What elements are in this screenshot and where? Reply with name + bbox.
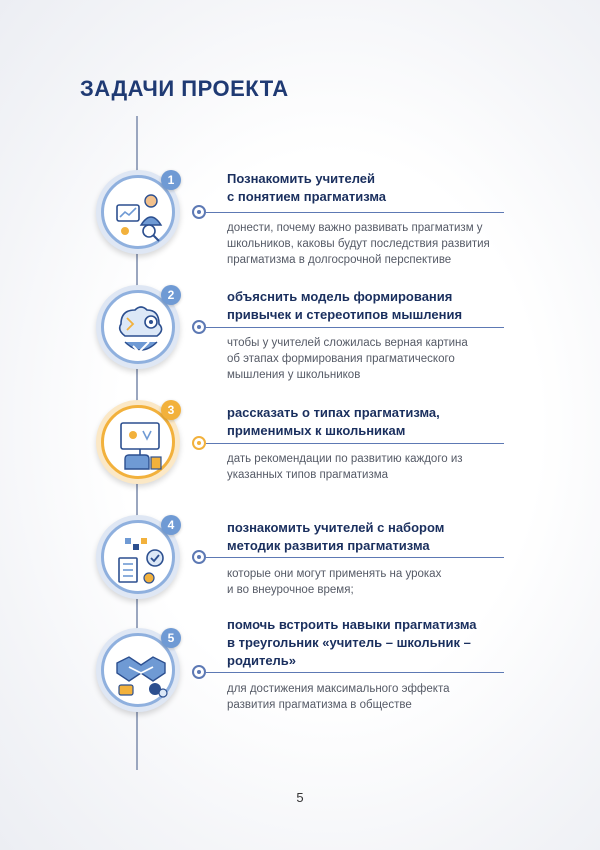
task-number-badge: 2: [161, 285, 181, 305]
page-number: 5: [296, 790, 304, 805]
connector-line: [206, 443, 504, 444]
connector-line: [206, 212, 504, 213]
task-number-badge: 5: [161, 628, 181, 648]
task-heading: рассказать о типах прагматизма, применимых к школьникам: [227, 405, 440, 438]
handshake-icon: [111, 643, 171, 703]
task-description: донести, почему важно развивать прагматизм у школьников, каковы будут последствия развития прагматизма в долгосрочной перспективе: [227, 222, 490, 266]
timeline-node: [192, 550, 206, 564]
task-number-badge: 3: [161, 400, 181, 420]
task-number-badge: 1: [161, 170, 181, 190]
task-heading: познакомить учителей с набором методик развития прагматизма: [227, 520, 445, 553]
task-heading: помочь встроить навыки прагматизма в треугольник «учитель – школьник – родитель»: [227, 617, 477, 668]
timeline-node: [192, 436, 206, 450]
timeline-node: [192, 205, 206, 219]
whiteboard-hand-icon: [111, 415, 171, 475]
connector-line: [206, 327, 504, 328]
connector-line: [206, 672, 504, 673]
teacher-presentation-icon: [111, 185, 171, 245]
methods-checklist-icon: [111, 530, 171, 590]
task-heading: объяснить модель формирования привычек и стереотипов мышления: [227, 289, 463, 322]
timeline-node: [192, 320, 206, 334]
task-heading: Познакомить учителей с понятием прагматизма: [227, 171, 387, 204]
connector-line: [206, 557, 504, 558]
task-number-badge: 4: [161, 515, 181, 535]
brain-gear-icon: [111, 300, 171, 360]
task-description: для достижения максимального эффекта развития прагматизма в обществе: [227, 683, 450, 711]
page-title: ЗАДАЧИ ПРОЕКТА: [80, 76, 289, 101]
task-description: дать рекомендации по развитию каждого из указанных типов прагматизма: [227, 453, 463, 481]
task-description: чтобы у учителей сложилась верная картина об этапах формирования прагматического мышления у школьников: [227, 337, 468, 381]
timeline-node: [192, 665, 206, 679]
task-description: которые они могут применять на уроках и во внеурочное время;: [227, 568, 442, 596]
